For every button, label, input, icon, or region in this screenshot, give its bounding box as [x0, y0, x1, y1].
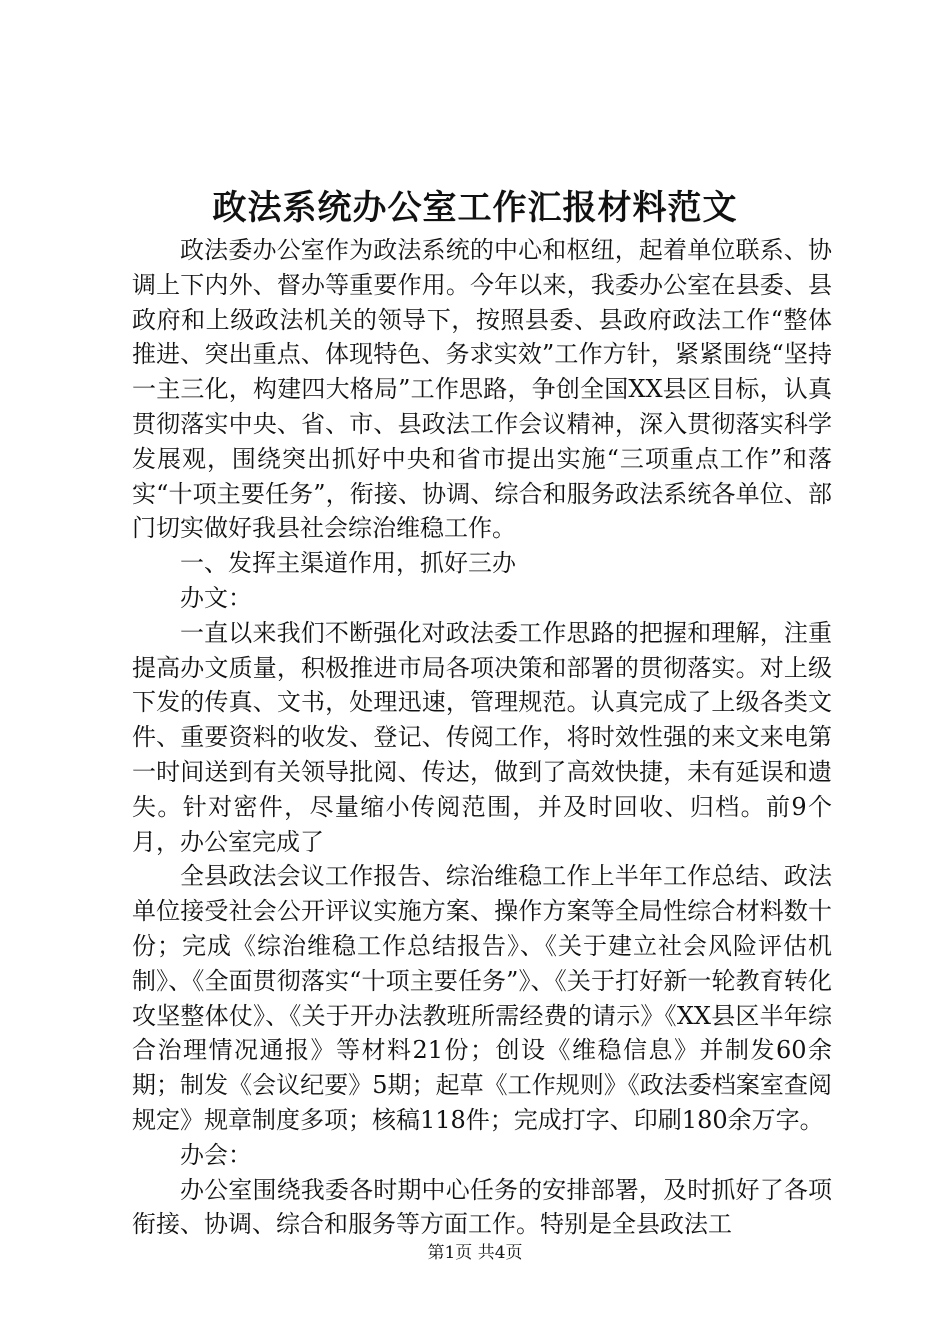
document-title: 政法系统办公室工作汇报材料范文	[212, 188, 738, 228]
document-body	[132, 233, 832, 1242]
paragraph-meeting-handling: 办公室围绕我委各时期中心任务的安排部署，及时抓好了各项衔接、协调、综合和服务等方面工作。特别是全县政法工	[132, 1175, 832, 1239]
paragraph-document-handling: 一直以来我们不断强化对政法委工作思路的把握和理解，注重提高办文质量，积极推进市局各项决策和部署的贯彻落实。对上级下发的传真、文书，处理迅速，管理规范。认真完成了上级各类文件、重要资料的收发、登记、传阅工作，将时效性强的来文来电第一时间送到有关领导批阅、传达，做到了高效快捷，未有延误和遗失。针对密件，尽量缩小传阅范围，并及时回收、归档。前9个月，办公室完成了	[132, 618, 832, 856]
subheading-document-handling: 办文：	[180, 583, 252, 612]
section-heading-one: 一、发挥主渠道作用，抓好三办	[180, 549, 516, 578]
page-number-footer: 第1页 共4页	[427, 1243, 523, 1263]
subheading-meeting-handling: 办会：	[180, 1140, 252, 1169]
paragraph-intro: 政法委办公室作为政法系统的中心和枢纽，起着单位联系、协调上下内外、督办等重要作用。今年以来，我委办公室在县委、县政府和上级政法机关的领导下，按照县委、县政府政法工作“整体推进、突出重点、体现特色、务求实效”工作方针，紧紧围绕“坚持一主三化，构建四大格局”工作思路，争创全国XX县区目标，认真贯彻落实中央、省、市、县政法工作会议精神，深入贯彻落实科学发展观，围绕突出抓好中央和省市提出实施“三项重点工作”和落实“十项主要任务”，衔接、协调、综合和服务政法系统各单位、部门切实做好我县社会综治维稳工作。	[132, 236, 832, 543]
paragraph-materials: 全县政法会议工作报告、综治维稳工作上半年工作总结、政法单位接受社会公开评议实施方案、操作方案等全局性综合材料数十份；完成《综治维稳工作总结报告》、《关于建立社会风险评估机制》、《全面贯彻落实“十项主要任务”》、《关于打好新一轮教育转化攻坚整体仗》、《关于开办法教班所需经费的请示》《XX县区半年综合治理情况通报》等材料21份；创设《维稳信息》并制发60余期；制发《会议纪要》5期；起草《工作规则》《政法委档案室查阅规定》规章制度多项；核稿118件；完成打字、印刷180余万字。	[132, 862, 832, 1134]
